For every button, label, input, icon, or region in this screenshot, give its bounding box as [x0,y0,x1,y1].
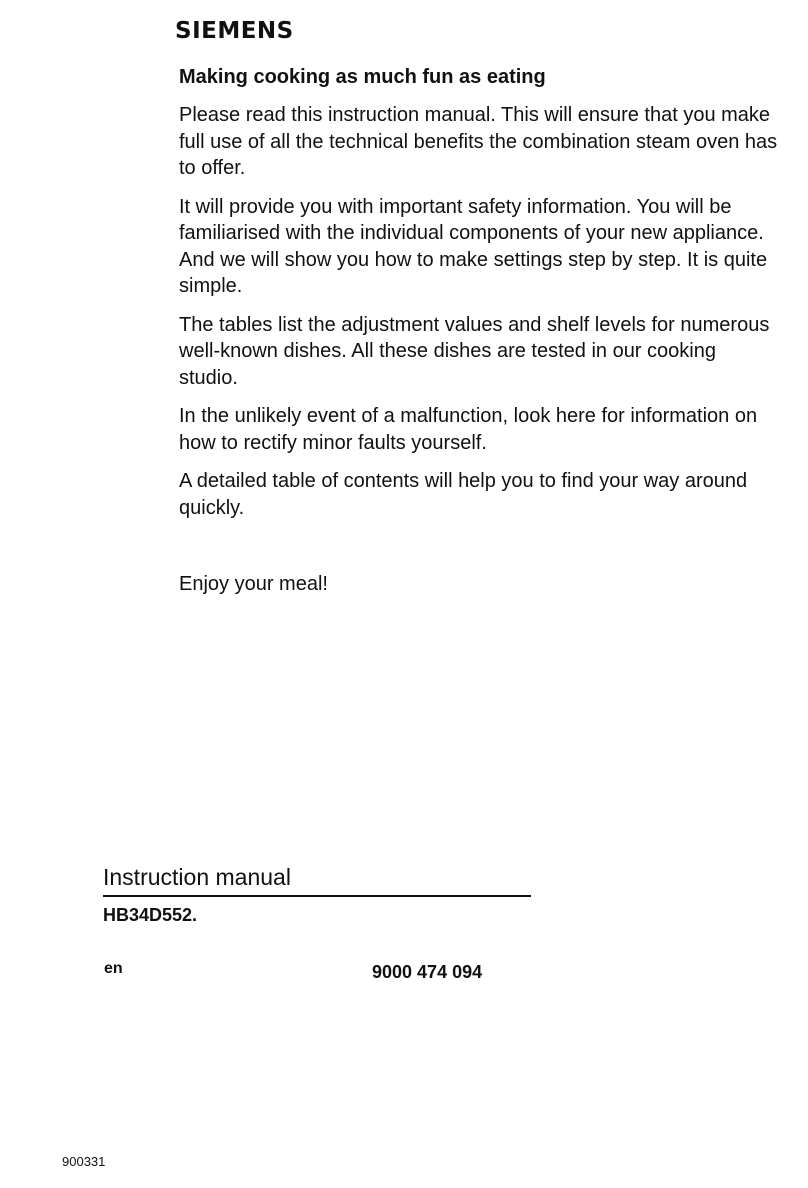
intro-heading: Making cooking as much fun as eating [179,66,546,88]
closing-text: Enjoy your meal! [179,573,328,595]
language-code: en [104,960,123,977]
intro-section [179,64,779,610]
manual-title-block [103,862,531,897]
intro-paragraph: Please read this instruction manual. This will ensure that you make full use of all the technical benefits the combination steam oven has to offer. [179,104,778,179]
intro-paragraph: The tables list the adjustment values and shelf levels for numerous well-known dishes. All these dishes are tested in our cooking studio. [179,313,770,389]
footer-code: 900331 [62,1154,106,1169]
intro-paragraph: It will provide you with important safety information. You will be familiarised with the individual components of your new appliance. And we will show you how to make settings step by step. It is quite simple. [179,195,768,297]
part-number: 9000 474 094 [372,962,483,982]
brand-logo: SIEMENS [175,18,294,44]
manual-title: Instruction manual [103,862,531,897]
intro-paragraph: In the unlikely event of a malfunction, look here for information on how to rectify minor faults yourself. [179,405,758,454]
intro-paragraph: A detailed table of contents will help you to find your way around quickly. [179,470,748,519]
model-number: HB34D552. [103,905,198,925]
